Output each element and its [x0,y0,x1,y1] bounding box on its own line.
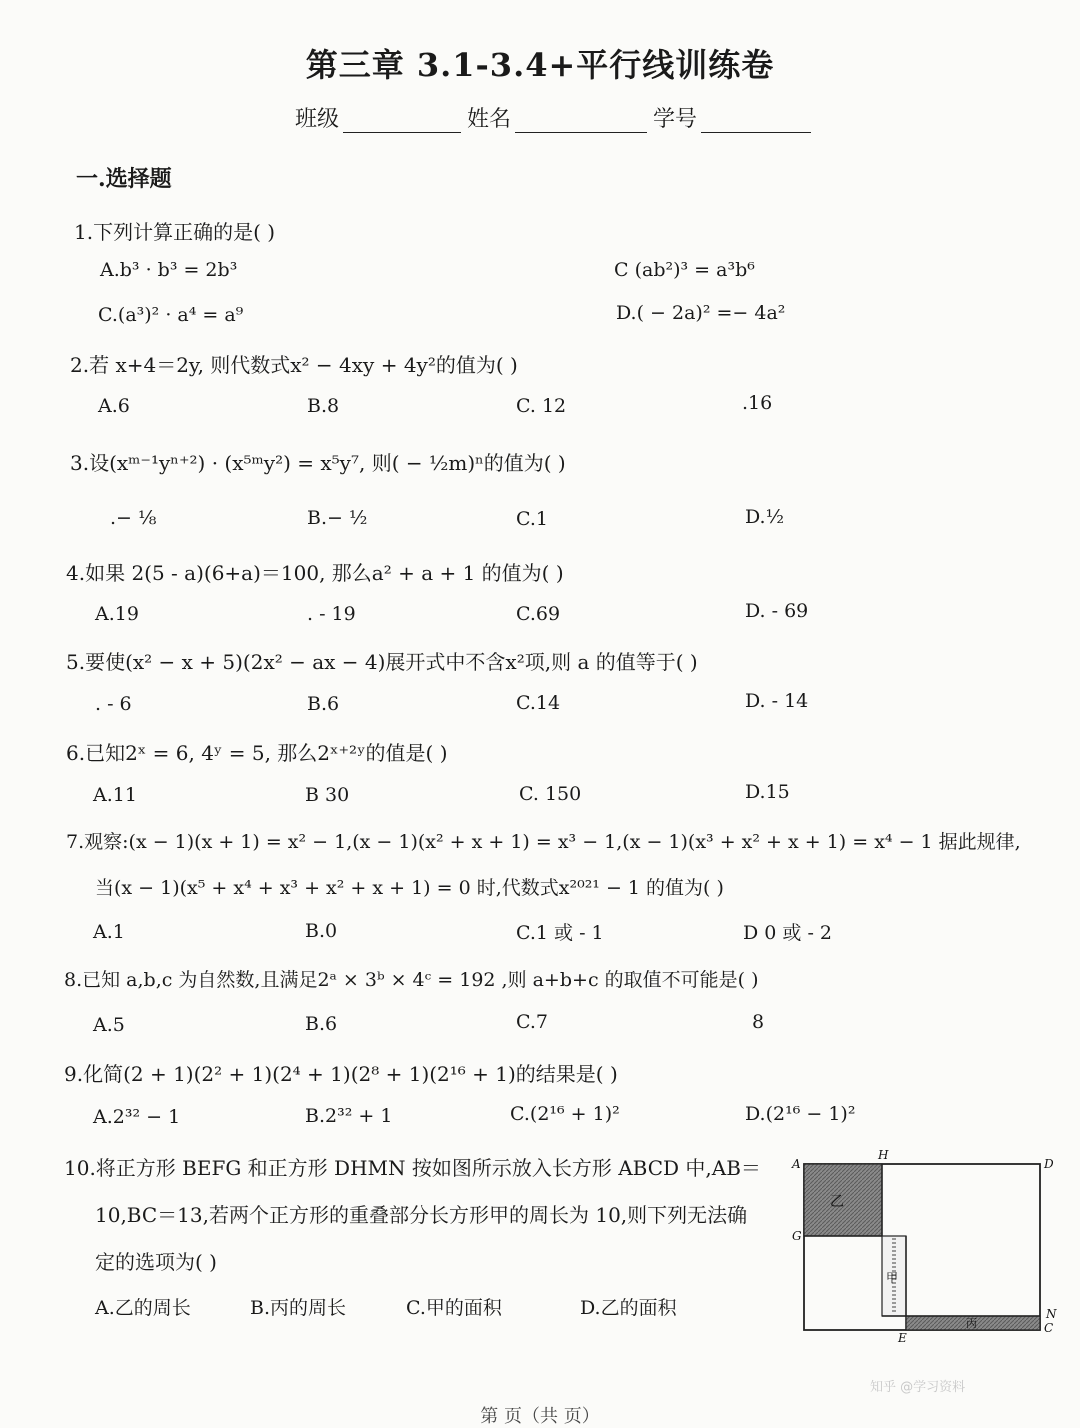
id-label: 学号 [653,107,698,132]
question-4-stem: 4.如果 2(5 - a)(6+a)＝100, 那么a² + a + 1 的值为( ) [66,561,564,585]
geometry-figure [790,1148,1066,1344]
question-2-stem: 2.若 x+4＝2y, 则代数式x² − 4xy + 4y²的值为( ) [70,353,518,377]
label-a: A [792,1157,801,1171]
question-4-option-b: . - 19 [307,603,356,625]
question-7-option-b: B.0 [305,920,338,942]
question-1-option-c: C.(a³)² · a⁴ = a⁹ [98,304,244,326]
question-7-option-d: D 0 或 - 2 [743,922,832,944]
question-6-option-c: C. 150 [519,783,582,805]
question-6-option-a: A.11 [93,784,137,806]
question-6-option-d: D.15 [745,781,790,803]
question-9-option-d: D.(2¹⁶ − 1)² [745,1103,856,1125]
question-9-option-a: A.2³² − 1 [93,1106,181,1128]
question-8-option-d: 8 [752,1011,765,1033]
question-4-option-a: A.19 [95,603,139,625]
question-4-option-c: C.69 [516,603,561,625]
question-9-option-c: C.(2¹⁶ + 1)² [510,1103,620,1125]
question-1-option-d: D.( − 2a)² =− 4a² [616,302,786,324]
question-2-option-a: A.6 [98,395,130,417]
watermark: 知乎 @学习资料 [870,1380,966,1395]
question-8-option-c: C.7 [516,1011,548,1033]
question-3-option-a: .− ⅛ [110,507,157,529]
label-h: H [878,1148,889,1162]
question-7-stem-line-2: 当(x − 1)(x⁵ + x⁴ + x³ + x² + x + 1) = 0 时,代数式x²⁰²¹ − 1 的值为( ) [95,877,724,899]
question-2-option-c: C. 12 [516,395,567,417]
section-title: 一.选择题 [76,166,172,192]
class-blank [343,108,461,133]
question-10-option-d: D.乙的面积 [580,1297,677,1319]
label-jia: 甲 [886,1271,899,1285]
class-label: 班级 [295,107,340,132]
question-10-stem: 10.将正方形 BEFG 和正方形 DHMN 按如图所示放入长方形 ABCD 中,AB＝ [64,1156,761,1180]
id-blank [701,108,811,133]
question-1-stem: 1.下列计算正确的是( ) [74,220,276,244]
label-d: D [1044,1157,1054,1171]
question-7-option-c: C.1 或 - 1 [516,922,604,944]
page-title: 第三章 3.1-3.4+平行线训练卷 [305,46,775,84]
question-1-option-b: C (ab²)³ = a³b⁶ [614,259,755,281]
name-blank [515,108,647,133]
question-7-stem: 7.观察:(x − 1)(x + 1) = x² − 1,(x − 1)(x² + x + 1) = x³ − 1,(x − 1)(x³ + x² + x + 1) = x⁴ − 1 据此规律, [66,831,1021,853]
question-6-stem: 6.已知2ˣ = 6, 4ʸ = 5, 那么2ˣ⁺²ʸ的值是( ) [66,741,448,765]
label-n: N [1046,1307,1057,1321]
question-2-option-d: .16 [742,392,773,414]
question-5-stem: 5.要使(x² − x + 5)(2x² − ax − 4)展开式中不含x²项,则 a 的值等于( ) [66,650,698,674]
label-g: G [792,1229,802,1243]
question-4-option-d: D. - 69 [745,600,809,622]
name-label: 姓名 [467,107,512,132]
question-3-option-c: C.1 [516,508,548,530]
question-10-stem-line-3: 定的选项为( ) [95,1250,217,1274]
page-footer: 第 页（共 页） [480,1406,600,1427]
question-10-option-a: A.乙的周长 [95,1297,191,1319]
question-8-option-a: A.5 [93,1014,125,1036]
label-bing: 丙 [966,1317,977,1330]
question-10-option-b: B.丙的周长 [250,1297,347,1319]
label-c: C [1044,1321,1054,1335]
question-6-option-b: B 30 [305,784,350,806]
label-yi: 乙 [830,1194,844,1210]
question-2-option-b: B.8 [307,395,340,417]
student-info-line [295,102,817,133]
question-8-stem: 8.已知 a,b,c 为自然数,且满足2ᵃ × 3ᵇ × 4ᶜ = 192 ,则 a+b+c 的取值不可能是( ) [64,969,759,991]
question-3-stem: 3.设(xᵐ⁻¹yⁿ⁺²) · (x⁵ᵐy²) = x⁵y⁷, 则( − ½m)ⁿ的值为( ) [70,451,566,475]
question-5-option-a: . - 6 [95,693,132,715]
question-8-option-b: B.6 [305,1013,338,1035]
question-10-stem-line-2: 10,BC＝13,若两个正方形的重叠部分长方形甲的周长为 10,则下列无法确 [95,1203,748,1227]
question-9-stem: 9.化简(2 + 1)(2² + 1)(2⁴ + 1)(2⁸ + 1)(2¹⁶ + 1)的结果是( ) [64,1062,618,1086]
question-9-option-b: B.2³² + 1 [305,1105,393,1127]
question-5-option-d: D. - 14 [745,690,809,712]
question-5-option-c: C.14 [516,692,561,714]
question-5-option-b: B.6 [307,693,340,715]
question-7-option-a: A.1 [93,921,125,943]
question-3-option-b: B.− ½ [307,507,368,529]
label-e: E [898,1331,907,1344]
question-1-option-a: A.b³ · b³ = 2b³ [100,259,238,281]
question-3-option-d: D.½ [745,506,785,528]
question-10-option-c: C.甲的面积 [406,1297,502,1319]
